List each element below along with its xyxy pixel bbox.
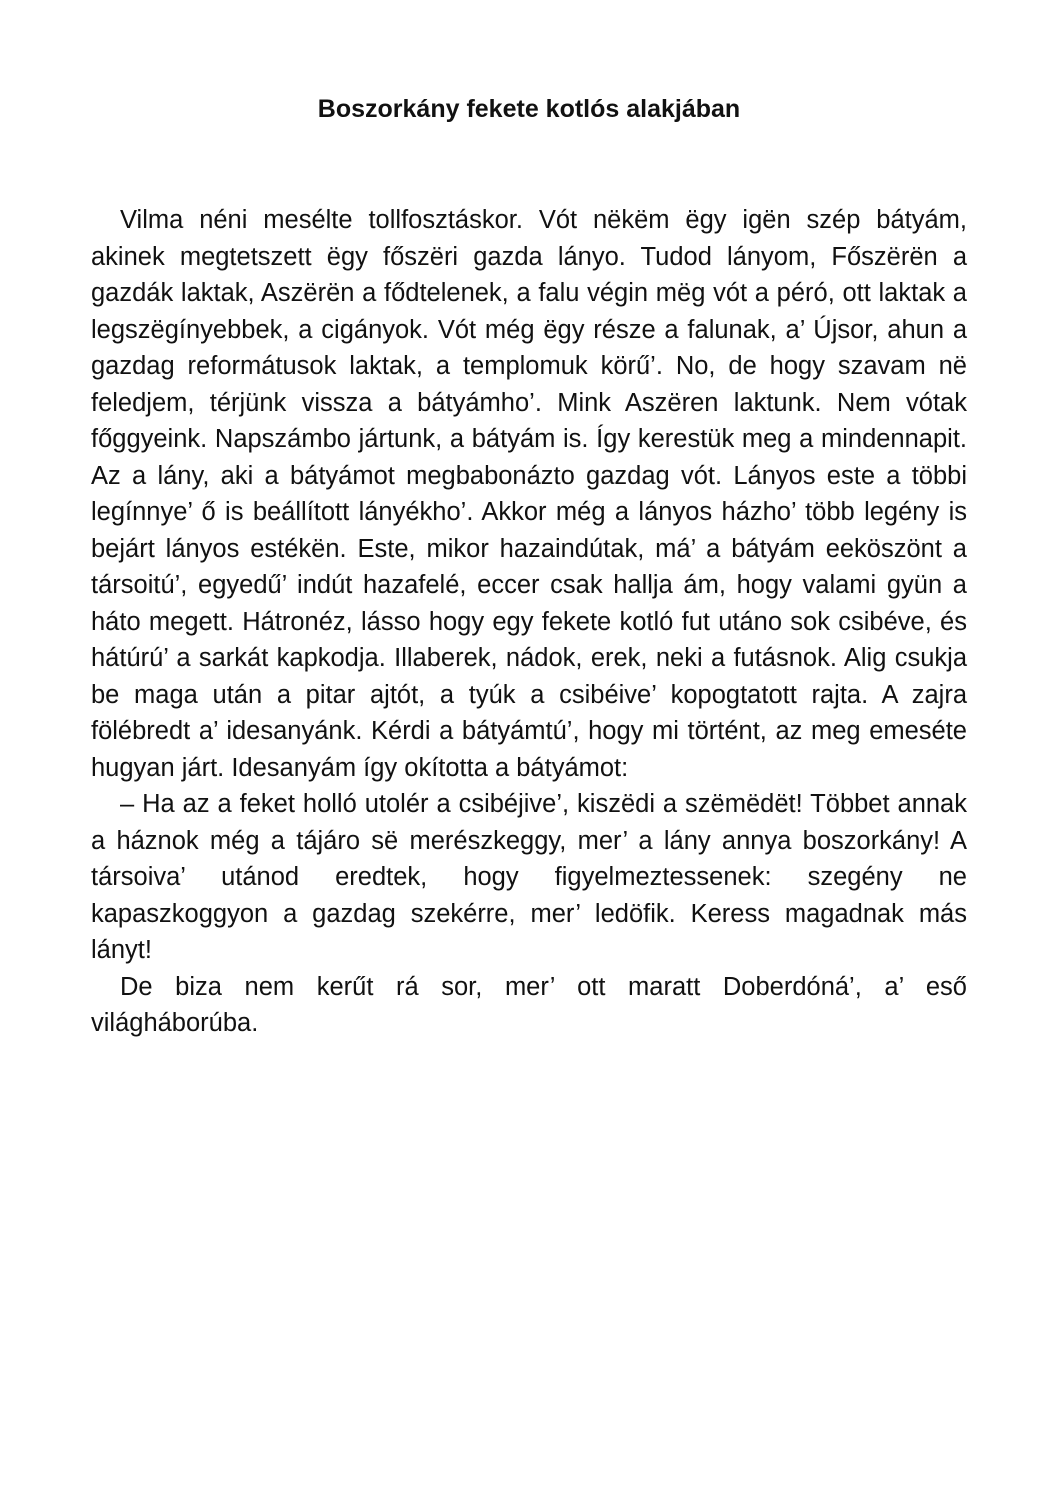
paragraph-ending: De biza nem kerűt rá sor, mer’ ott maratt Doberdóná’, a’ eső világháborúba. [91, 972, 967, 1037]
document-title: Boszorkány fekete kotlós alakjában [317, 95, 741, 123]
document-body [91, 202, 967, 1042]
paragraph-story: Vilma néni mesélte tollfosztáskor. Vót nëkëm ëgy igën szép bátyám, akinek megtetszett ëgy főszëri gazda lányo. Tudod lányom, Főszërën a gazdák laktak, Aszërën a fődtelenek, a falu végin mëg vót a péró, ott laktak a legszëgínyebbek, a cigányok. Vót még ëgy része a falunak, a’ Újsor, ahun a gazdag reformátusok laktak, a templomuk körű’. No, de hogy szavam në feledjem, térjünk vissza a bátyámho’. Mink Aszëren laktunk. Nem vótak főggyeink. Napszámbo jártunk, a bátyám is. Így kerestük meg a mindennapit. Az a lány, aki a bátyámot megbabonázto gazdag vót. Lányos este a többi legínnye’ ő is beállított lányékho’. Akkor még a lányos házho’ több legény is bejárt lányos estékën. Este, mikor hazaindútak, má’ a bátyám eeköszönt a társoitú’, egyedű’ indút hazafelé, eccer csak hallja ám, hogy valami gyün a háto megett. Hátronéz, lásso hogy egy fekete kotló fut utáno sok csibéve, és hátúrú’ a sarkát kapkodja. Illaberek, nádok, erek, neki a futásnok. Alig csukja be maga után a pitar ajtót, a tyúk a csibéive’ kopogtatott rajta. A zajra fölébredt a’ idesanyánk. Kérdi a bátyámtú’, hogy mi történt, az meg emeséte hugyan járt. Idesanyám így okította a bátyámot: [91, 206, 967, 782]
paragraph-dialogue: – Ha az a feket holló utolér a csibéjive’, kiszëdi a szëmëdët! Többet annak a háznok még a tájáro së merészkeggy, mer’ a lány annya boszorkány! A társoiva’ utánod eredtek, hogy figyelmeztessenek: szegény ne kapaszkoggyon a gazdag szekérre, mer’ ledöfik. Keress magadnak más lányt! [91, 790, 967, 964]
